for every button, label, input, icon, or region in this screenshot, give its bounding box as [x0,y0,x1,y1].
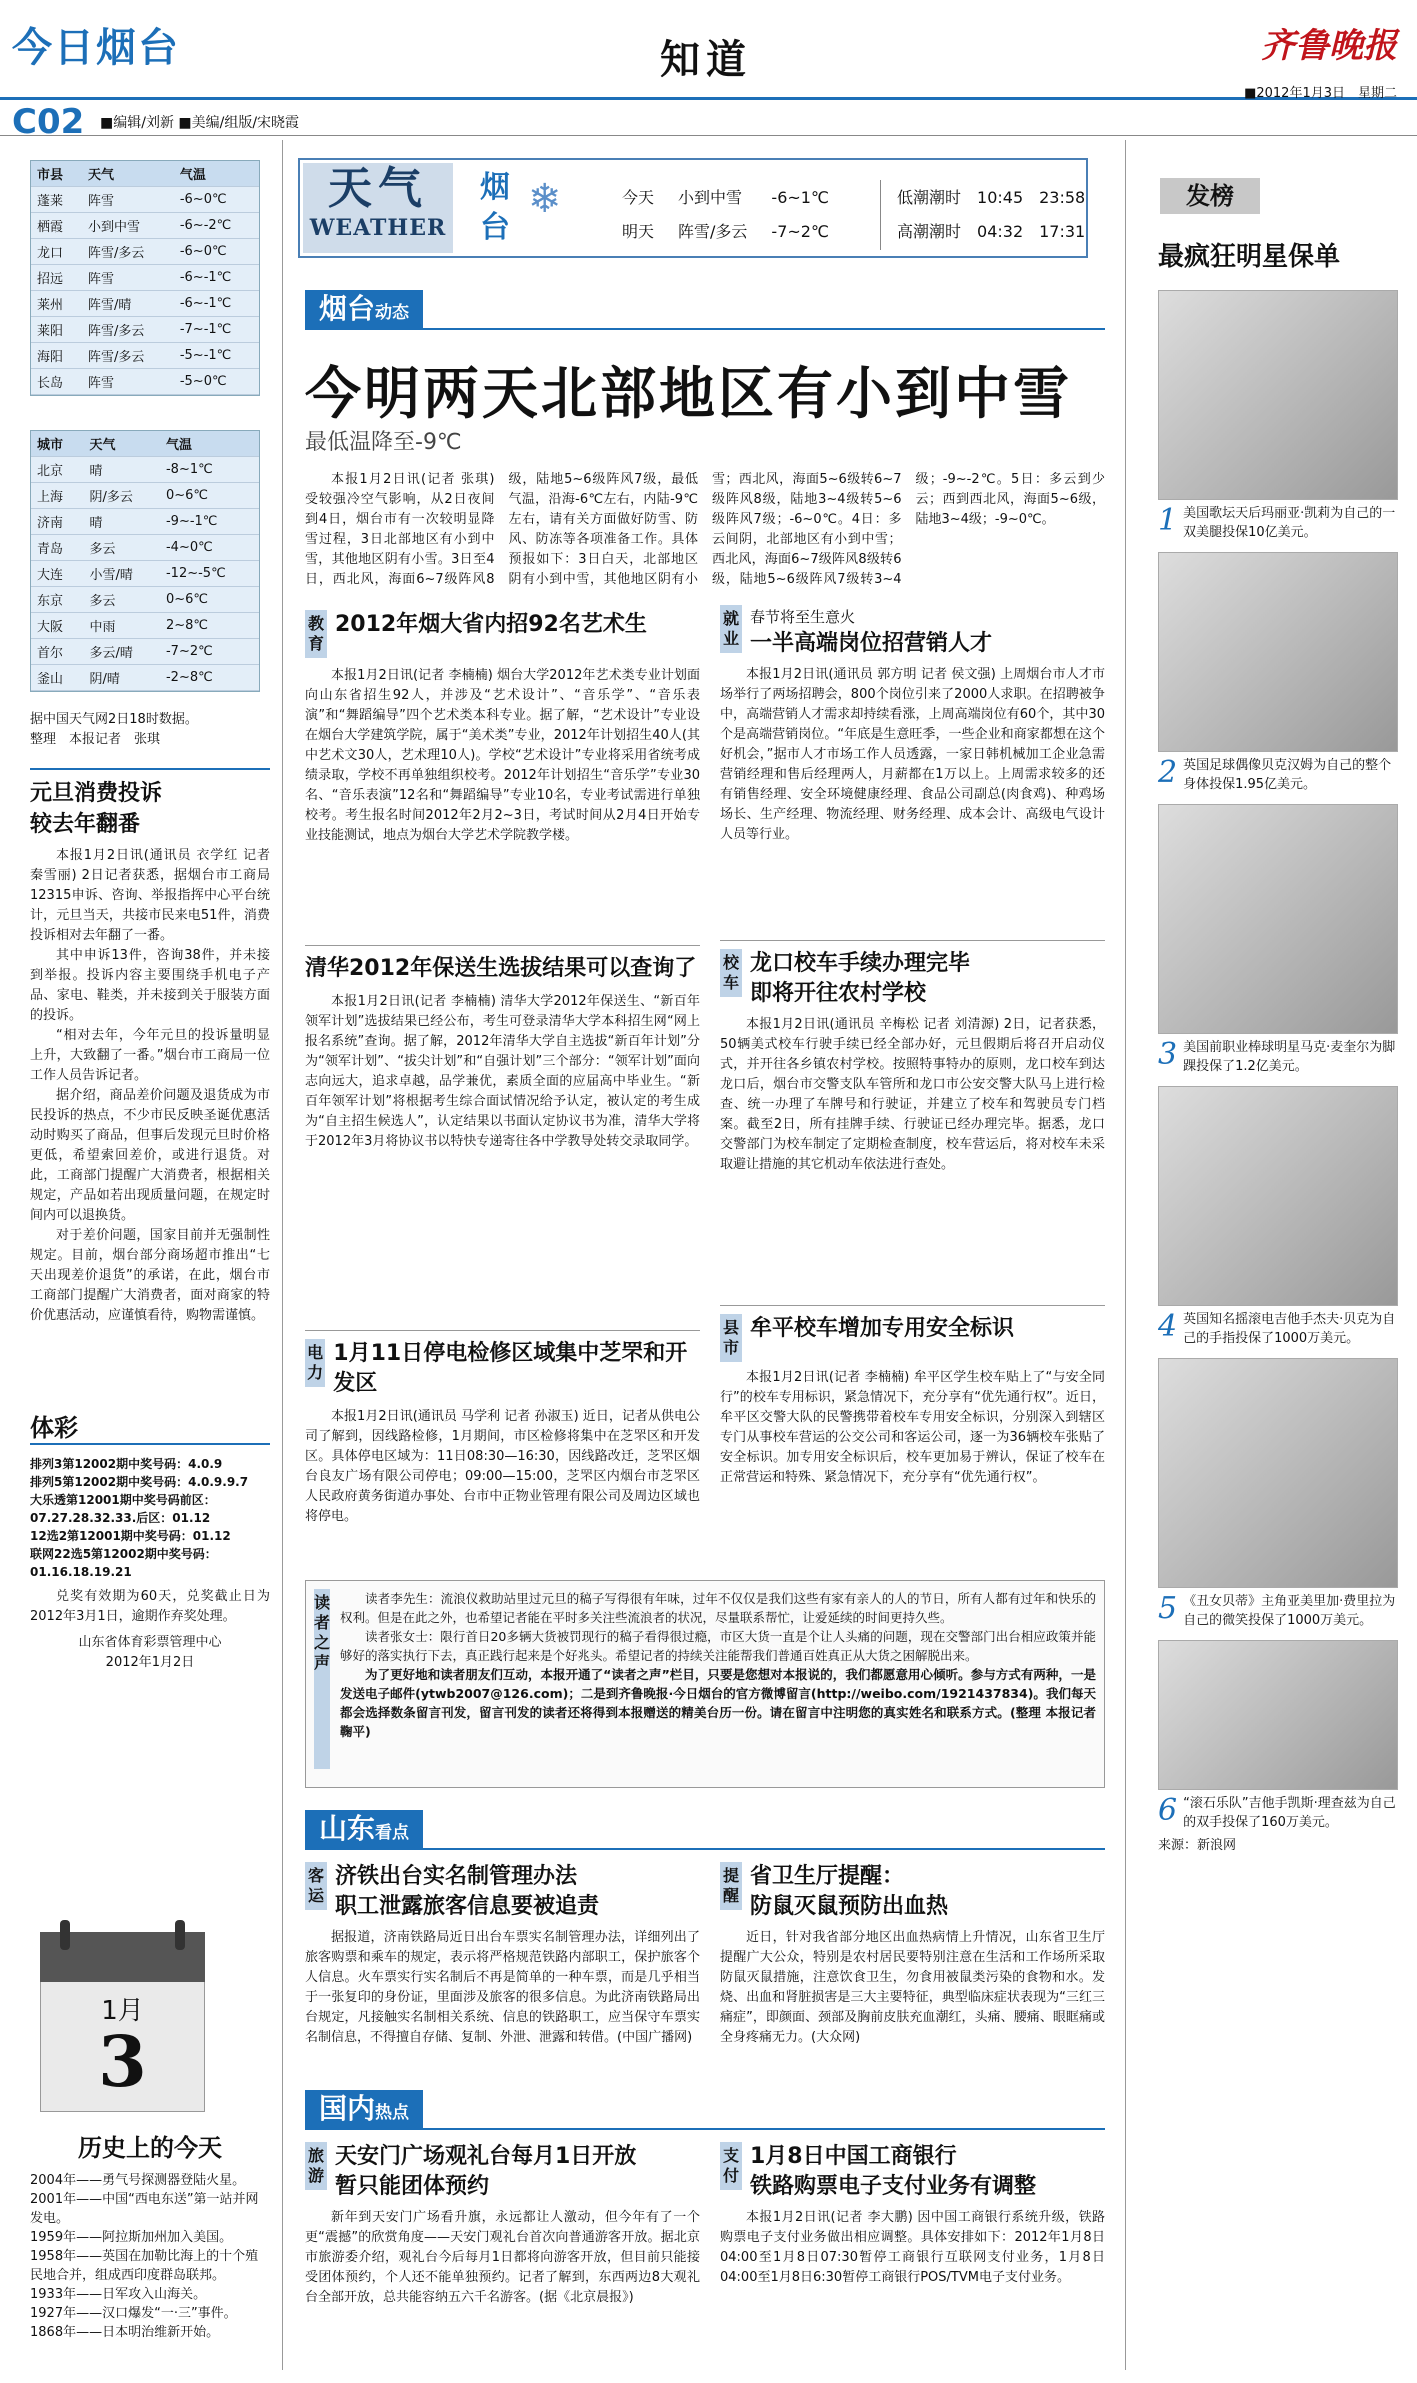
list-item: 5 《丑女贝蒂》主角亚美里加·费里拉为自己的微笑投保了1000万美元。 [1158,1358,1398,1630]
page-number: C02 [12,102,85,142]
list-item: 1868年——日本明治维新开始。 [30,2325,220,2340]
list-item: 2004年——勇气号探测器登陆火星。 [30,2173,246,2188]
main-article-body: 本报1月2日讯(记者 张琪) 受较强冷空气影响，从2日夜间到4日，烟台市有一次较明显降雪过程，3日北部地区有小到中雪，其他地区阴有小雪。3日至4日，西北风，海面6~7级阵风8级，陆地5~6级阵风7级，最低气温，沿海-6℃左右，内陆-9℃左右，请有关方面做好防雪、防风、防冻等各项准备工作。具体预报如下：3日白天，北部地区阴有小到中雪，其他地区阴有小雪；西北风，海面5~6级转6~7级阵风8级，陆地3~4级转5~6级阵风7级；-6~0℃。4日：多云间阴，北部地区有小到中雪；西北风，海面6~7级阵风8级转6级，陆地5~6级阵风7级转3~4级；-9~-2℃。5日：多云到少云；西到西北风，海面5~6级，陆地3~4级；-9~0℃。 [305,472,1105,587]
article-ribbon: 客运 [305,1862,327,1910]
ranking-head: 发榜 [1160,178,1260,214]
list-item: 6 “滚石乐队”吉他手凯斯·理查兹为自己的双手投保了160万美元。 [1158,1640,1398,1832]
history-head: 历史上的今天 [78,2134,222,2162]
city-weather-table: 城市 天气 气温 北京 晴 -8~1℃ 上海 阴/多云 0~6℃ 济南 晴 -9~-1℃ 青岛 多云 -4~0℃ 大连 小雪/晴 -12~-5℃ 东京 多云 0~6℃ 大阪 中雨 2~8℃ 首尔 多云/晴 -7~2℃ 釜山 阴/晴 -2~8℃ [30,430,260,692]
list-item: 1959年——阿拉斯加州加入美国。 [30,2230,233,2245]
article-title: 牟平校车增加专用安全标识 [750,1316,1015,1341]
article-edu-art: 教育 2012年烟大省内招92名艺术生 本报1月2日讯(记者 李楠楠) 烟台大学2012年艺术类专业计划面向山东省招生92人，并涉及“艺术设计”、“音乐学”、“音乐表演”和“舞蹈编导”四个艺术类本科专业。据了解，“艺术设计”专业设在烟台大学建筑学院，属于“美术类”专业，2012年计划招生40人(其中艺术文30人，艺术理10人)。学校“艺术设计”专业将采用省统考成绩录取，学校不再单独组织校考。2012年计划招生“音乐学”专业30名、“音乐表演”12名和“舞蹈编导”专业10名，专业考试需进行单独校考。考生报名时间2012年2月2~3日，考试时间从2月4日开始专业技能测试，地点为烟台大学艺术学院教学楼。 [305,612,700,843]
list-item: 3 美国前职业棒球明星马克·麦奎尔为脚踝投保了1.2亿美元。 [1158,804,1398,1076]
list-item: 4 英国知名摇滚电吉他手杰夫·贝克为自己的手指投保了1000万美元。 [1158,1086,1398,1348]
editors-line: ■编辑/刘新 ■美编/组版/宋晓霞 [100,115,300,131]
lottery-box: 体彩 排列3第12002期中奖号码：4.0.9 排列5第12002期中奖号码：4.0.9.9.7 大乐透第12001期中奖号码前区：07.27.28.32.33.后区：01.12 12选2第12001期中奖号码：01.12 联网22选5第12002期中奖号码：01.16.18.19.21 兑奖有效期为60天，兑奖截止日为2012年3月1日，逾期作弃奖处理。 山东省体育彩票管理中心 2012年1月2日 [30,1408,270,1673]
calendar-day: 3 [98,2020,147,2103]
history-box [30,2128,270,2342]
brand-title: 今日烟台 [12,25,180,71]
weather-city: 烟台 [480,170,510,245]
photo-rockstar [1158,1640,1398,1790]
article-ribbon: 电力 [305,1339,325,1387]
reader-voice-box: 读者之声 读者李先生：流浪仪救助站里过元旦的稿子写得很有年味，过年不仅仅是我们这些有家有亲人的人的节日，所有人都有过年和快乐的权利。但是在此之外，也希望记者能在平时多关注些流浪者的状况，尽量联系帮忙，让爱延续的时间更持久些。 读者张女士：限行首日20多辆大货被罚现行的稿子看得很过瘾，市区大货一直是个让人头痛的问题，现在交警部门出台相应政策并能够好的落实执行下去，真正践行起来是个好兆头。希望记者的持续关注能帮我们普通百姓真正从大货之困解脱出来。 为了更好地和读者朋友们互动，本报开通了“读者之声”栏目，只要是您想对本报说的，我们都愿意用心倾听。参与方式有两种，一是发送电子邮件(ytwb2007@126.com)；二是到齐鲁晚报·今日烟台的官方微博留言(http://weibo.com/1921437834)。我们每天都会选择数条留言刊发，留言刊发的读者还将得到本报赠送的精美台历一份。请在留言中注明您的真实姓名和联系方式。(整理 本报记者 鞠平) [305,1580,1105,1788]
article-longkou-bus: 校车 龙口校车手续办理完毕 即将开往农村学校 本报1月2日讯(通讯员 辛梅松 记者 刘清源) 2日，记者获悉，50辆美式校车行驶手续已经全部办好，元旦假期后将召开启动仪式，并开往各乡镇农村学校。按照特事特办的原则，龙口校车到达龙口后，烟台市交警支队车管所和龙口市公安交警大队马上进行检查、统一办理了车牌号和行驶证，并建立了校车和驾驶员专门档案。截至2日，所有挂牌手续、行驶证已经办理完毕。据悉，龙口交警部门为校车制定了定期检查制度，校车营运后，将对校车未采取避让措施的其它机动车依法进行查处。 [720,940,1105,1175]
table-row: 济南 晴 -9~-1℃ [31,509,259,535]
article-job: 就业 春节将至生意火 一半高端岗位招营销人才 本报1月2日讯(通讯员 郭方明 记者 侯文强) 上周烟台市人才市场举行了两场招聘会，800个岗位引来了2000人求职。在招聘被争中，高端营销人才需求却持续看涨，上周高端岗位有60个，其中30个是高端营销岗位。“年底是生意旺季，一些企业和商家都想在这个好机会，”据市人才市场工作人员透露，一家日韩机械加工企业急需营销经理和售后经理两人，月薪都在1万以上。上周需求较多的还有销售经理、安全环境健康经理、食品公司副总(肉食鸡)、种鸡场场长、生产经理、物流经理、财务经理、成本会计、高级电气设计人员等行业。 [720,605,1105,845]
section-header-guonei: 国内热点 [305,2090,1105,2130]
table-row: 青岛 多云 -4~0℃ [31,535,259,561]
table-row: 北京 晴 -8~1℃ [31,457,259,483]
article-title: 一半高端岗位招营销人才 [750,631,993,656]
table-row: 釜山 阴/晴 -2~8℃ [31,665,259,691]
table-row: 长岛 阵雪 -5~0℃ [31,369,259,395]
article-title: 龙口校车手续办理完毕 [750,951,971,976]
ranking-list [1158,290,1398,1855]
table-row: 莱州 阵雪/晴 -6~-1℃ [31,291,259,317]
county-weather-table: 市县 天气 气温 蓬莱 阵雪 -6~0℃ 栖霞 小到中雪 -6~-2℃ 龙口 阵雪/多云 -6~0℃ 招远 阵雪 -6~-1℃ 莱州 阵雪/晴 -6~-1℃ 莱阳 阵雪/多云 -7~-1℃ 海阳 阵雪/多云 -5~-1℃ 长岛 阵雪 -5~0℃ [30,160,260,396]
article-ribbon: 就业 [720,605,742,653]
article-ribbon: 提醒 [720,1862,742,1910]
section-title: 知道 [660,37,752,83]
list-item: 2 英国足球偶像贝克汉姆为自己的整个身体投保1.95亿美元。 [1158,552,1398,794]
list-item: 1958年——英国在加勒比海上的十个殖民地合并，组成西印度群岛联邦。 [30,2249,259,2283]
article-title: 清华2012年保送生选拔结果可以查询了 [305,956,697,981]
table-row: 莱阳 阵雪/多云 -7~-1℃ [31,317,259,343]
section-header-yantai: 烟台动态 [305,290,1105,330]
table-row: 栖霞 小到中雪 -6~-2℃ [31,213,259,239]
main-subhead: 最低温降至-9℃ [305,430,462,455]
article-health: 提醒 省卫生厅提醒： 防鼠灭鼠预防出血热 近日，针对我省部分地区出血热病情上升情况，山东省卫生厅提醒广大公众，特别是农村居民要特别注意在生活和工作场所采取防鼠灭鼠措施，注意饮食卫生，勿食用被鼠类污染的食物和水。发烧、出血和肾脏损害是三大主要特征，典型临床症状表现为“三红三痛症”，即颜面、颈部及胸前皮肤充血潮红，头痛、腰痛、眼眶痛或全身疼痛无力。(大众网) [720,1864,1105,2045]
ranking-source: 来源：新浪网 [1158,1838,1237,1853]
column-divider [1125,140,1126,2370]
list-item: 1933年——日军攻入山海关。 [30,2287,207,2302]
tide-table: 低潮潮时 10:45 23:58 高潮潮时 04:32 17:31 [880,180,1101,250]
weather-forecast: 今天 小到中雪 -6~1℃ 明天 阵雪/多云 -7~2℃ [622,188,829,241]
table-row: 大连 小雪/晴 -12~-5℃ [31,561,259,587]
section-header-shandong: 山东看点 [305,1810,1105,1850]
photo-singer [1158,290,1398,500]
consume-title: 元旦消费投诉 [30,781,163,806]
main-headline: 今明两天北部地区有小到中雪 [305,362,1072,427]
photo-baseball [1158,804,1398,1034]
table-row: 上海 阴/多云 0~6℃ [31,483,259,509]
article-tsinghua: 清华2012年保送生选拔结果可以查询了 本报1月2日讯(记者 李楠楠) 清华大学2012年保送生、“新百年领军计划”选拔结果已经公布，考生可登录清华大学本科招生网“网上报名系统”查询。据了解，2012年清华大学自主选拔“新百年计划”分为“领军计划”、“拔尖计划”和“自强计划”三个部分：“领军计划”面向志向远大，追求卓越，品学兼优，素质全面的应届高中毕业生。“新百年领军计划”将根据考生综合面试情况给予认定，被认定的考生成为“自主招生候选人”，认定结果以书面认定协议书为准，清华大学将于2012年3月将协议书以特快专递寄往各中学教导处转交录取同学。 [305,945,700,1152]
article-muping-bus: 县市 牟平校车增加专用安全标识 本报1月2日讯(记者 李楠楠) 牟平区学生校车贴上了“与安全同行”的校车专用标识，紧急情况下，充分享有“优先通行权”。近日，牟平区交警大队的民警携带着校车专用安全标识，分别深入到辖区专门从事校车营运的公交公司和客运公司，逐一为36辆校车张贴了安全标识。加专用安全标识后，校车更加易于辨认，保证了校车在正常营运和特殊、紧急情况下，充分享有“优先通行权”。 [720,1305,1105,1488]
article-title: 济铁出台实名制管理办法 [335,1864,578,1889]
article-ribbon: 县市 [720,1314,742,1362]
table-row: 大阪 中雨 2~8℃ [31,613,259,639]
article-ribbon: 教育 [305,610,327,658]
list-item: 1927年——汉口爆发“一·三”事件。 [30,2306,237,2321]
paper-logo: 齐鲁晚报 [1261,26,1397,66]
article-title: 1月8日中国工商银行 [750,2144,957,2169]
article-title: 1月11日停电检修区域集中芝罘和开发区 [333,1341,688,1396]
article-tiananmen: 旅游 天安门广场观礼台每月1日开放 暂只能团体预约 新年到天安门广场看升旗，永远都让人激动，但今年有了一个更“震撼”的欣赏角度——天安门观礼台首次向普通游客开放。据北京市旅游委介绍，观礼台今后每月1日都将向游客开放，但目前只能接受团体预约，个人还不能单独预约。记者了解到，东西两边8大观礼台全部开放，总共能容纳五六千名游客。(据《北京晨报》) [305,2144,700,2305]
table-row: 东京 多云 0~6℃ [31,587,259,613]
column-divider [282,140,283,2370]
photo-footballer [1158,552,1398,752]
weather-note: 据中国天气网2日18时数据。 整理 本报记者 张琪 [30,712,198,747]
list-item: 2001年——中国“西电东送”第一站并网发电。 [30,2192,259,2226]
table-row: 招远 阵雪 -6~-1℃ [31,265,259,291]
table-row: 龙口 阵雪/多云 -6~0℃ [31,239,259,265]
article-ribbon: 校车 [720,949,742,997]
article-rail: 客运 济铁出台实名制管理办法 职工泄露旅客信息要被追责 据报道，济南铁路局近日出台车票实名制管理办法，详细列出了旅客购票和乘车的规定，表示将严格规范铁路内部职工，保护旅客个人信息。火车票实行实名制后不再是简单的一种车票，而是几乎相当于一张复印的身份证，里面涉及旅客的很多信息。为此济南铁路局出台规定，凡接触实名制相关系统、信息的铁路职工，应当保守车票实名制信息，不得擅自存储、复制、外泄、泄露和转借。(中国广播网) [305,1864,700,2045]
consume-article: 元旦消费投诉 较去年翻番 本报1月2日讯(通讯员 衣学红 记者 秦雪丽) 2日记者获悉，据烟台市工商局12315申诉、咨询、举报指挥中心平台统计，元旦当天，共接市民来电51件，消费投诉相对去年翻了一番。 其中申诉13件，咨询38件，并未接到举报。投诉内容主要围绕手机电子产品、家电、鞋类，并未接到关于服装方面的投诉。 “相对去年，今年元旦的投诉量明显上升，大致翻了一番。”烟台市工商局一位工作人员告诉记者。 据介绍，商品差价问题及退货成为市民投诉的热点，不少市民反映圣诞优惠活动时购买了商品，但事后发现元旦时价格更低，希望索回差价，或进行退货。对此，工商部门提醒广大消费者，根据相关规定，产品如若出现质量问题，在规定时间内可以退换货。 对于差价问题，国家目前并无强制性规定。目前，烟台部分商场超市推出“七天出现差价退货”的承诺，在此，烟台市工商部门提醒广大消费者，面对商家的特价优惠活动，应谨慎看待，购物需谨慎。 [30,768,270,1326]
photo-actress [1158,1358,1398,1588]
weather-badge: 天气 WEATHER [303,163,453,253]
snow-icon: ❄ [528,176,562,222]
calendar-month: 1月 [101,1996,144,2026]
article-title: 天安门广场观礼台每月1日开放 [335,2144,637,2169]
article-icbc: 支付 1月8日中国工商银行 铁路购票电子支付业务有调整 本报1月2日讯(记者 李大鹏) 因中国工商银行系统升级，铁路购票电子支付业务做出相应调整。具体安排如下：2012年1月8日04:00至1月8日07:30暂停工商银行互联网支付业务，1月8日04:00至1月8日6:30暂停工商银行POS/TVM电子支付业务。 [720,2144,1105,2285]
date-line: ■2012年1月3日 星期二 [1244,86,1397,101]
table-row: 首尔 多云/晴 -7~2℃ [31,639,259,665]
article-power: 电力 1月11日停电检修区域集中芝罘和开发区 本报1月2日讯(通讯员 马学利 记者 孙淑玉) 近日，记者从供电公司了解到，因线路检修，1月期间，市区检修将集中在芝罘区和开发区。具体停电区域为：11日08:30—16:30，因线路改迁，芝罘区烟台良友广场有限公司停电；09:00—15:00，芝罘区内烟台市芝罘区人民政府黄务街道办事处、台市中正物业管理有限公司及周边区域也将停电。 [305,1330,700,1527]
lottery-head: 体彩 [30,1414,78,1442]
calendar-icon [40,1912,205,2112]
article-ribbon: 支付 [720,2142,742,2190]
article-ribbon: 旅游 [305,2142,327,2190]
ranking-title: 最疯狂明星保单 [1158,242,1341,272]
article-ribbon: 读者之声 [314,1589,330,1769]
photo-guitarist [1158,1086,1398,1306]
table-row: 蓬莱 阵雪 -6~0℃ [31,187,259,213]
article-title: 省卫生厅提醒： [750,1864,905,1889]
table-row: 海阳 阵雪/多云 -5~-1℃ [31,343,259,369]
list-item: 1 美国歌坛天后玛丽亚·凯莉为自己的一双美腿投保10亿美元。 [1158,290,1398,542]
article-title: 2012年烟大省内招92名艺术生 [335,612,647,637]
